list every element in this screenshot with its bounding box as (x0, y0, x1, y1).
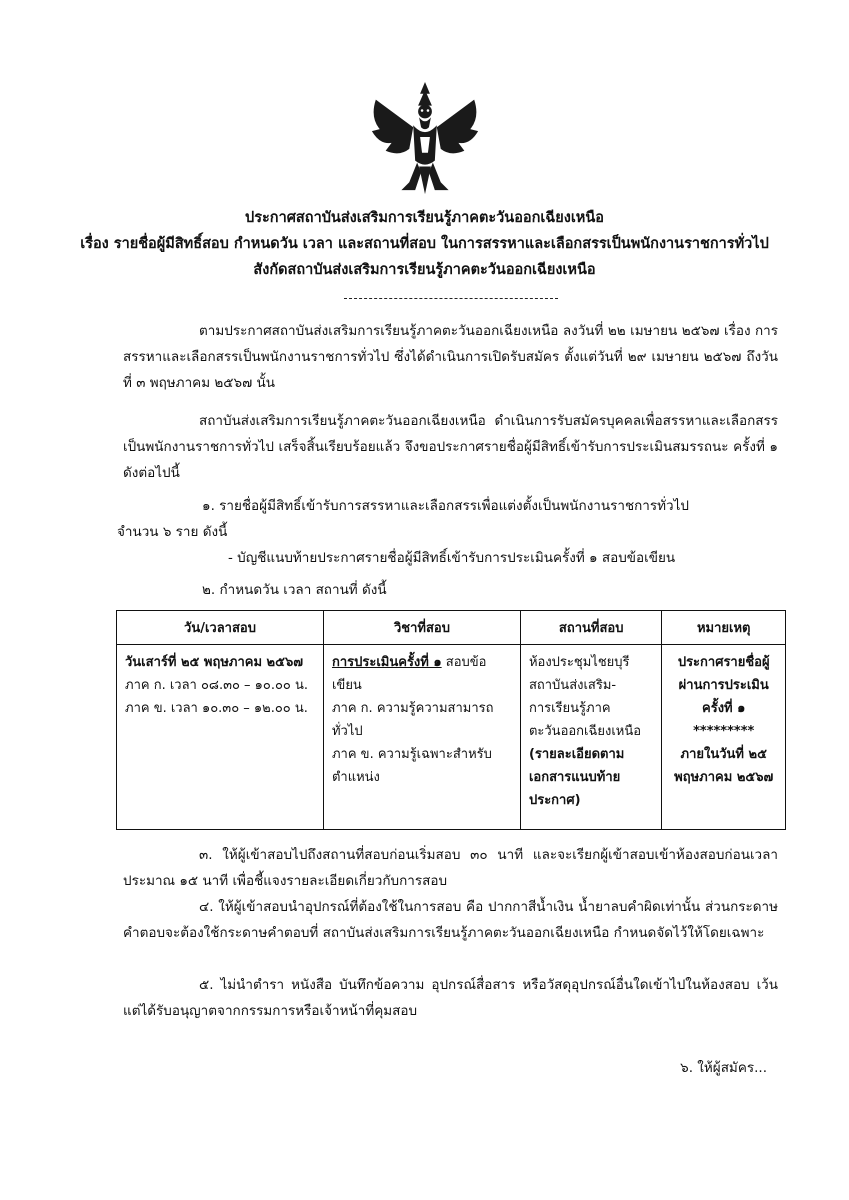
item-1-count: จำนวน ๖ ราย ดังนี้ (117, 524, 228, 540)
rule-4 (123, 894, 778, 946)
rule-4-text: ๔. ให้ผู้เข้าสอบนำอุปกรณ์ที่ต้องใช้ในการสอบ คือ ปากกาสีน้ำเงิน น้ำยาลบคำผิดเท่านั้น ส่วนกระดาษคำตอบจะต้องใช้กระดาษคำตอบที่ สถาบันส่งเสริมการเรียนรู้ภาคตะวันออกเฉียงเหนือ กำหนดจัดไว้ให้โดยเฉพาะ (123, 899, 778, 941)
item-2: ๒. กำหนดวัน เวลา สถานที่ ดังนี้ (202, 582, 387, 598)
part-a-subject: ภาค ก. ความรู้ความสามารถทั่วไป (331, 701, 494, 739)
venue-line-2: สถาบันส่งเสริม- (528, 678, 617, 693)
venue-line-3: การเรียนรู้ภาค (528, 701, 611, 716)
header-exam-datetime: วัน/เวลาสอบ (117, 611, 324, 645)
header-exam-subject: วิชาที่สอบ (323, 611, 520, 645)
cell-exam-subject (323, 645, 520, 830)
announcement-affiliation: สังกัดสถาบันส่งเสริมการเรียนรู้ภาคตะวันออกเฉียงเหนือ (253, 262, 596, 278)
intro-paragraph-1 (123, 318, 778, 396)
remark-line-1: ประกาศรายชื่อผู้ผ่านการประเมินครั้งที่ ๑ (677, 655, 770, 716)
session-a-time: ภาค ก. เวลา ๐๘.๓๐ – ๑๐.๐๐ น. (125, 678, 308, 693)
venue-line-4: ตะวันออกเฉียงเหนือ (528, 724, 642, 739)
venue-note: (รายละเอียดตามเอกสารแนบท้ายประกาศ) (528, 747, 625, 808)
table-header-row (117, 611, 786, 645)
rule-3-text: ๓. ให้ผู้เข้าสอบไปถึงสถานที่สอบก่อนเริ่มสอบ ๓๐ นาที และจะเรียกผู้เข้าสอบเข้าห้องสอบก่อนเวลาประมาณ ๑๕ นาที เพื่อชี้แจงรายละเอียดเกี่ยวกับการสอบ (123, 847, 778, 889)
intro-paragraph-2-text: สถาบันส่งเสริมการเรียนรู้ภาคตะวันออกเฉียงเหนือ ดำเนินการรับสมัครบุคคลเพื่อสรรหาและเลือกสรรเป็นพนักงานราชการทั่วไป เสร็จสิ้นเรียบร้อยแล้ว จึงขอประกาศรายชื่อผู้มีสิทธิ์เข้ารับการประเมินสมรรถนะ ครั้งที่ ๑ ดังต่อไปนี้ (123, 413, 778, 481)
announcement-subject: เรื่อง รายชื่อผู้มีสิทธิ์สอบ กำหนดวัน เวลา และสถานที่สอบ ในการสรรหาและเลือกสรรเป็นพนักงานราชการทั่วไป (80, 236, 769, 252)
item-1-attachment: - บัญชีแนบท้ายประกาศรายชื่อผู้มีสิทธิ์เข้ารับการประเมินครั้งที่ ๑ สอบข้อเขียน (228, 550, 676, 566)
header-remark: หมายเหตุ (662, 611, 786, 645)
announcement-title: ประกาศสถาบันส่งเสริมการเรียนรู้ภาคตะวันออกเฉียงเหนือ (245, 210, 604, 226)
remark-stars: ********* (693, 724, 755, 739)
garuda-emblem-icon (366, 80, 484, 198)
rule-5 (123, 972, 778, 1024)
exam-day: วันเสาร์ที่ ๒๕ พฤษภาคม ๒๕๖๗ (125, 655, 303, 670)
intro-paragraph-2 (123, 408, 778, 486)
venue-line-1: ห้องประชุมไชยบุรี (528, 655, 630, 670)
rule-3 (123, 842, 778, 894)
session-b-time: ภาค ข. เวลา ๑๐.๓๐ – ๑๒.๐๐ น. (125, 701, 308, 716)
exam-type: สอบข้อเขียน (331, 655, 487, 693)
rule-5-text: ๕. ไม่นำตำรา หนังสือ บันทึกข้อความ อุปกรณ์สื่อสาร หรือวัสดุอุปกรณ์อื่นใดเข้าไปในห้องสอบ เว้นแต่ได้รับอนุญาตจากกรรมการหรือเจ้าหน้าที่คุมสอบ (123, 977, 778, 1019)
part-b-subject: ภาค ข. ความรู้เฉพาะสำหรับตำแหน่ง (331, 747, 492, 785)
exam-round: การประเมินครั้งที่ ๑ (331, 655, 442, 670)
title-divider (344, 298, 558, 299)
continued-next-page: ๖. ให้ผู้สมัคร... (680, 1060, 767, 1076)
exam-schedule-table (116, 610, 786, 830)
intro-paragraph-1-text: ตามประกาศสถาบันส่งเสริมการเรียนรู้ภาคตะวันออกเฉียงเหนือ ลงวันที่ ๒๒ เมษายน ๒๕๖๗ เรื่อง การสรรหาและเลือกสรรเป็นพนักงานราชการทั่วไป ซึ่งได้ดำเนินการเปิดรับสมัคร ตั้งแต่วันที่ ๒๙ เมษายน ๒๕๖๗ ถึงวันที่ ๓ พฤษภาคม ๒๕๖๗ นั้น (123, 323, 778, 391)
table-row (117, 645, 786, 830)
item-1: ๑. รายชื่อผู้มีสิทธิ์เข้ารับการสรรหาและเลือกสรรเพื่อแต่งตั้งเป็นพนักงานราชการทั่วไป (202, 498, 689, 514)
remark-line-2: ภายในวันที่ ๒๕ พฤษภาคม ๒๕๖๗ (674, 747, 774, 785)
cell-exam-datetime (117, 645, 324, 830)
cell-remark (662, 645, 786, 830)
header-exam-venue: สถานที่สอบ (520, 611, 661, 645)
cell-exam-venue (520, 645, 661, 830)
